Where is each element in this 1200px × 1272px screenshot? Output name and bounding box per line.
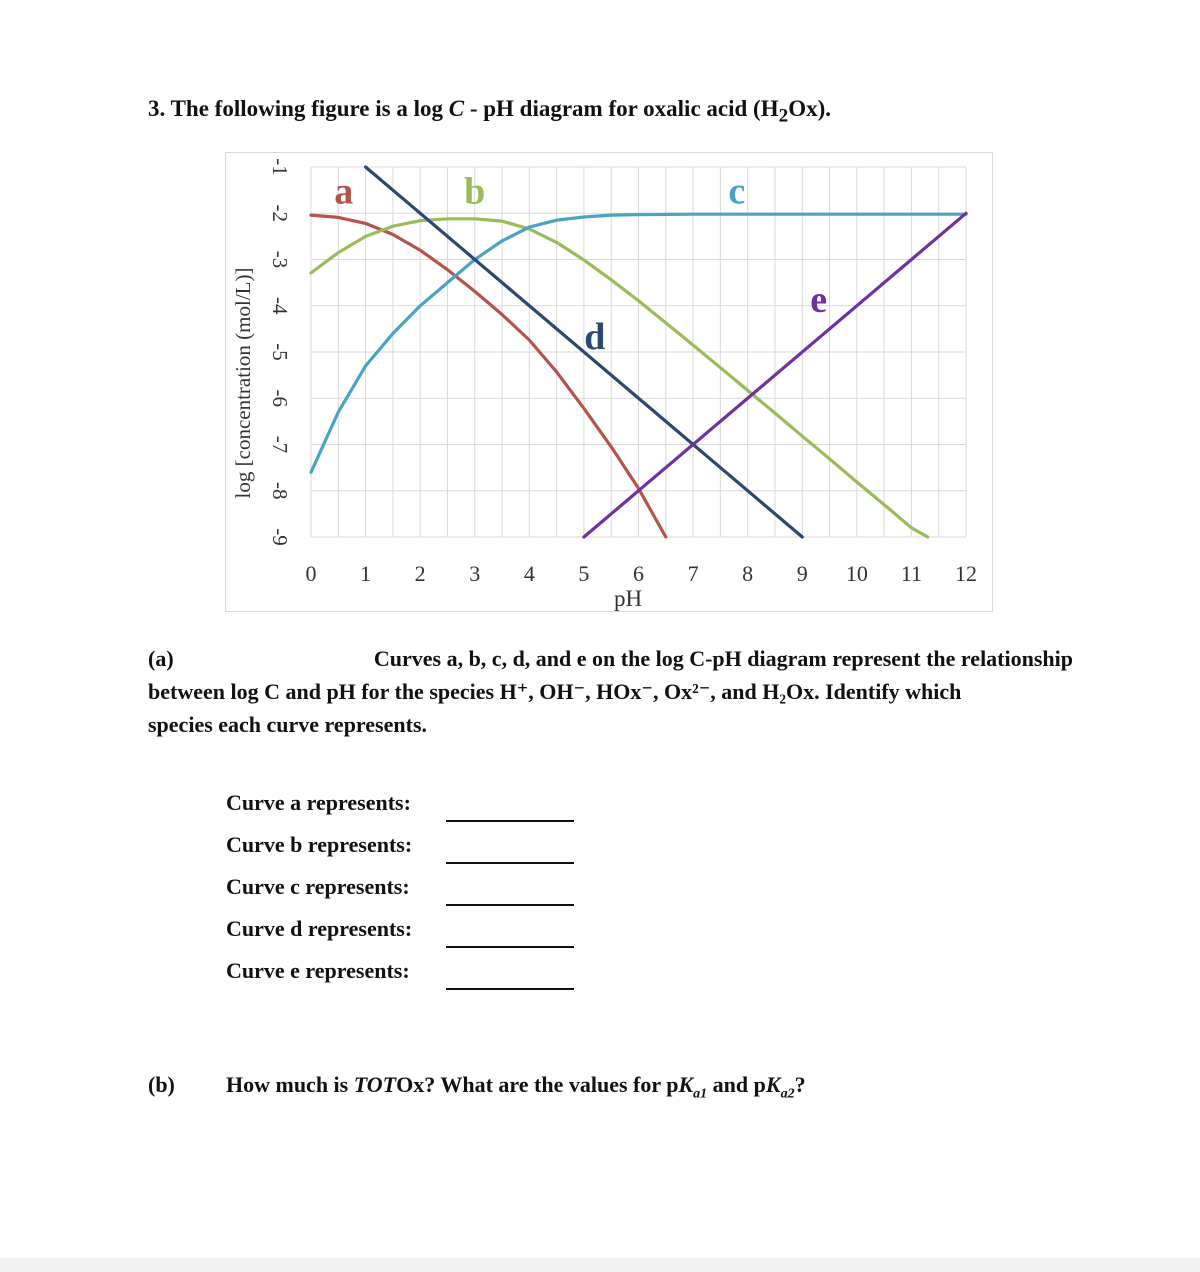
y-tick-label: -7 (268, 435, 293, 454)
answer-row-e (226, 958, 412, 1000)
x-tick-label: 12 (955, 561, 977, 586)
curve-label-a: a (334, 170, 354, 213)
x-tick-label: 5 (578, 561, 590, 586)
answer-row-a (226, 790, 412, 832)
x-tick-label: 3 (469, 561, 481, 586)
question-title: 3. The following figure is a log C - pH diagram for oxalic acid $(H_2Ox)$. (148, 96, 831, 127)
tick-labels (268, 158, 977, 586)
answer-label-a: Curve a represents: (226, 790, 411, 815)
answer-blank-a[interactable] (446, 820, 574, 822)
x-tick-label: 1 (360, 561, 372, 586)
x-tick-label: 0 (305, 561, 317, 586)
answer-row-b (226, 832, 412, 874)
x-tick-label: 2 (414, 561, 426, 586)
chart-svg (226, 153, 992, 611)
x-tick-label: 6 (633, 561, 644, 586)
x-tick-label: 7 (687, 561, 699, 586)
y-tick-label: -6 (268, 389, 293, 407)
curve-label-d: d (584, 316, 606, 359)
x-tick-label: 11 (900, 561, 923, 586)
answer-blank-b[interactable] (446, 862, 574, 864)
answer-blank-e[interactable] (446, 988, 574, 990)
y-tick-label: -8 (268, 482, 293, 500)
part-a-label: (a) (148, 646, 174, 671)
answer-label-c: Curve c represents: (226, 874, 410, 899)
answer-row-c (226, 874, 412, 916)
answer-row-d (226, 916, 412, 958)
part-a-line-2: between log C and pH for the species H⁺, OH⁻, HOx⁻, Ox²⁻, and H₂Ox. Identify which (148, 679, 962, 704)
x-tick-label: 9 (796, 561, 808, 586)
x-tick-label: 10 (845, 561, 868, 586)
part-a-line-3: species each curve represents. (148, 712, 428, 737)
part-a (148, 642, 1073, 741)
answer-blank-c[interactable] (446, 904, 574, 906)
y-tick-label: -5 (268, 343, 293, 361)
y-tick-label: -2 (268, 204, 293, 222)
y-tick-label: -4 (268, 297, 293, 315)
part-a-text-1: Curves a, b, c, d, and e on the log C-pH diagram represent the relationship (373, 646, 1073, 671)
answer-blank-d[interactable] (446, 946, 574, 948)
answer-label-d: Curve d represents: (226, 916, 413, 941)
y-tick-label: -9 (268, 528, 293, 546)
part-b-label: (b) (148, 1072, 175, 1097)
x-tick-label: 8 (742, 561, 754, 586)
curve-label-b: b (464, 170, 486, 213)
part-b-question: How much is TOTOx? What are the values for $pK_{a1}$ and $pK_{a2}$? (226, 1072, 806, 1102)
y-tick-label: -1 (268, 158, 293, 176)
curve-b (311, 219, 928, 537)
y-tick-label: -3 (268, 250, 293, 269)
y-axis-title: log [concentration (mol/L)] (231, 267, 255, 499)
bottom-scrollbar[interactable] (0, 1258, 1200, 1272)
log-c-ph-diagram (225, 152, 993, 612)
x-axis-title: pH (613, 586, 643, 611)
part-a-line-1 (148, 642, 1073, 675)
curve-label-e: e (810, 279, 828, 322)
answer-label-b: Curve b represents: (226, 832, 413, 857)
x-tick-label: 4 (523, 561, 535, 586)
answer-label-e: Curve e represents: (226, 958, 410, 983)
answer-list (226, 790, 412, 1000)
curve-label-c: c (728, 170, 746, 213)
curve-labels (334, 170, 827, 358)
